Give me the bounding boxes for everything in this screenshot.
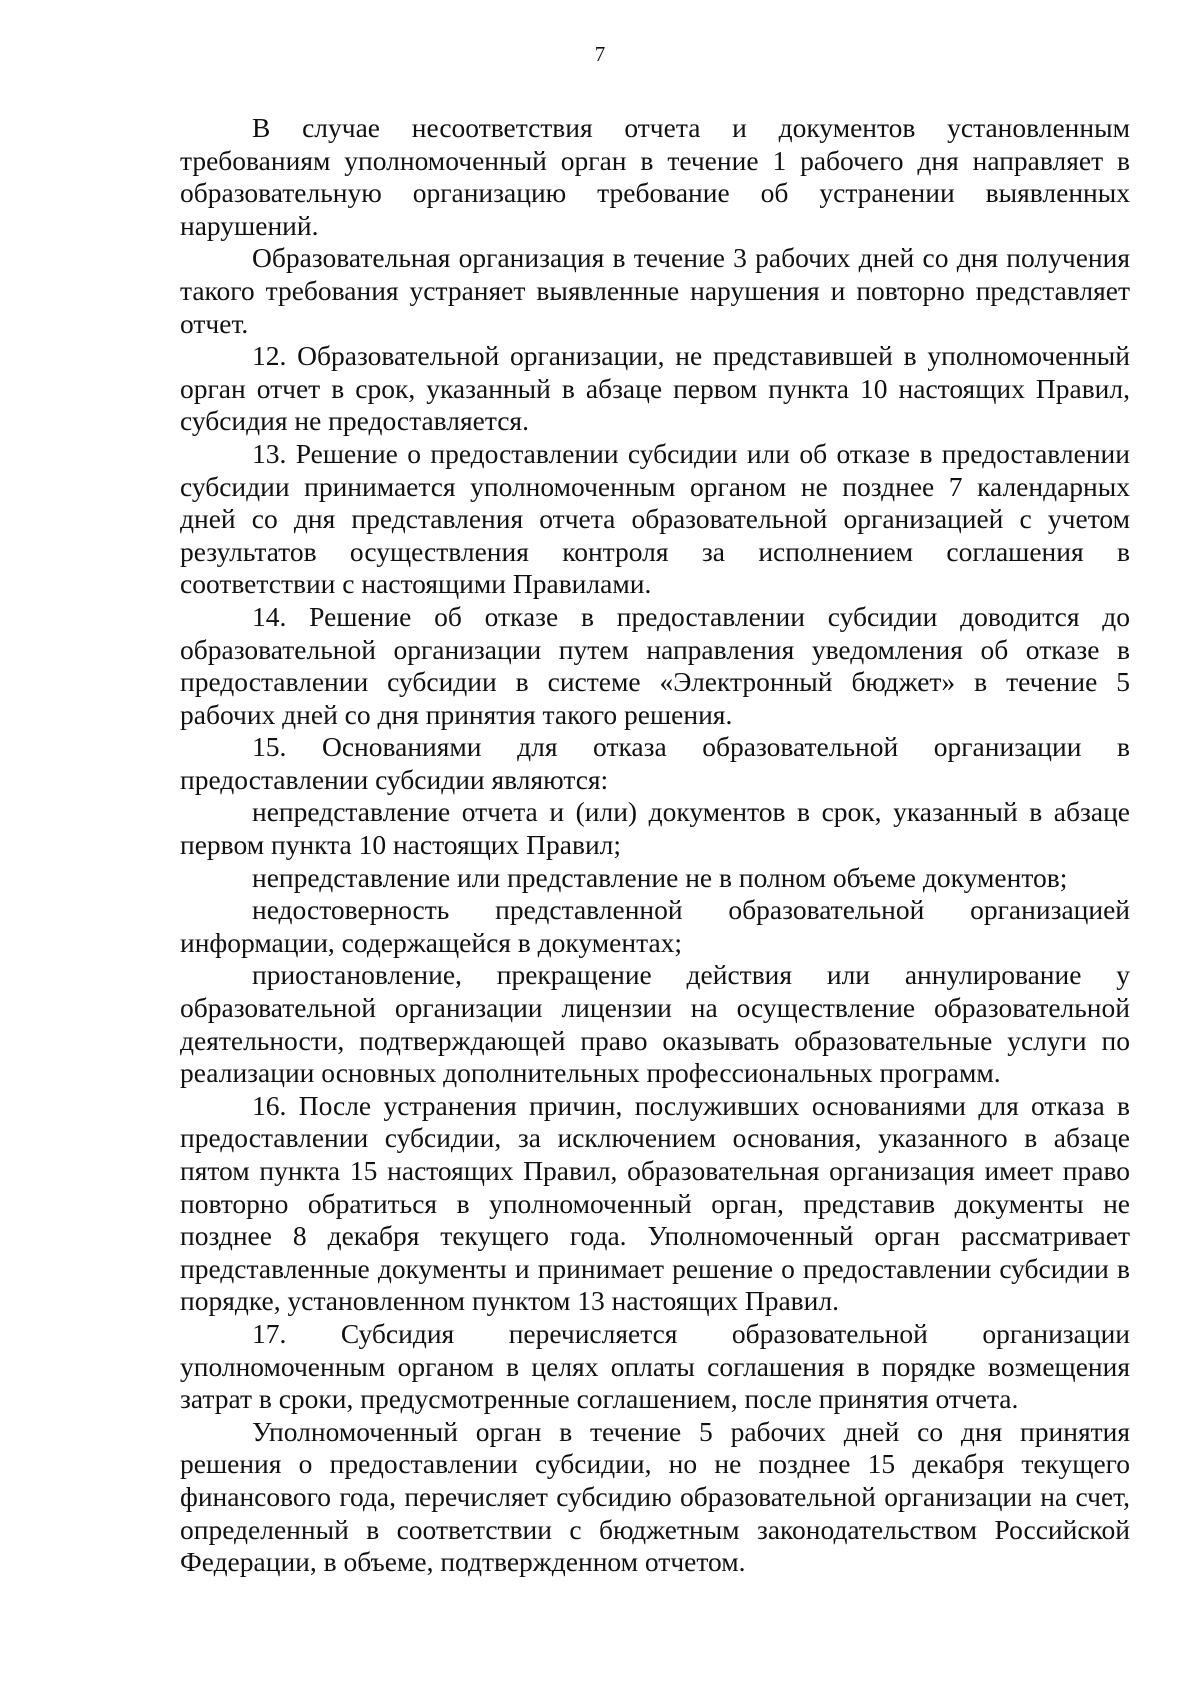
paragraph-item-12: 12. Образовательной организации, не представившей в уполномоченный орган отчет в срок, указанный в абзаце первом пункта 10 настоящих Правил, субсидия не предоставляется. bbox=[180, 340, 1130, 437]
paragraph-item-15: 15. Основаниями для отказа образовательной организации в предоставлении субсидии являются: bbox=[180, 731, 1130, 795]
paragraph: В случае несоответствия отчета и документов установленным требованиям уполномоченный орган в течение 1 рабочего дня направляет в образовательную организацию требование об устранении выявленных нарушений. bbox=[180, 112, 1130, 241]
list-item: недостоверность представленной образовательной организацией информации, содержащейся в документах; bbox=[180, 894, 1130, 958]
list-item: непредставление отчета и (или) документов в срок, указанный в абзаце первом пункта 10 настоящих Правил; bbox=[180, 796, 1130, 861]
list-item: непредставление или представление не в полном объеме документов; bbox=[252, 861, 1068, 893]
paragraph: Образовательная организация в течение 3 рабочих дней со дня получения такого требования устраняет выявленные нарушения и повторно представляет отчет. bbox=[180, 242, 1130, 339]
paragraph-item-14: 14. Решение об отказе в предоставлении субсидии доводится до образовательной организации путем направления уведомления об отказе в предоставлении субсидии в системе «Электронный бюджет» в течение 5 рабочих дней со дня принятия такого решения. bbox=[180, 600, 1130, 730]
paragraph: Уполномоченный орган в течение 5 рабочих дней со дня принятия решения о предоставлении субсидии, но не позднее 15 декабря текущего финансового года, перечисляет субсидию образовательной организации на счет, определенный в соответствии с бюджетным законодательством Российской Федерации, в объеме, подтвержденном отчетом. bbox=[180, 1415, 1130, 1578]
page-number: 7 bbox=[594, 42, 606, 66]
paragraph-item-16: 16. После устранения причин, послуживших основаниями для отказа в предоставлении субсидии, за исключением основания, указанного в абзаце пятом пункта 15 настоящих Правил, образовательная организация имеет право повторно обратиться в уполномоченный орган, представив документы не позднее 8 декабря текущего года. Уполномоченный орган рассматривает представленные документы и принимает решение о предоставлении субсидии в порядке, установленном пунктом 13 настоящих Правил. bbox=[180, 1089, 1130, 1317]
document-body bbox=[180, 112, 1130, 1579]
list-item: приостановление, прекращение действия или аннулирование у образовательной организации лицензии на осуществление образовательной деятельности, подтверждающей право оказывать образовательные услуги по реализации основных дополнительных профессиональных программ. bbox=[180, 959, 1130, 1089]
paragraph-item-17: 17. Субсидия перечисляется образовательной организации уполномоченным органом в целях оплаты соглашения в порядке возмещения затрат в сроки, предусмотренные соглашением, после принятия отчета. bbox=[180, 1317, 1130, 1415]
paragraph-item-13: 13. Решение о предоставлении субсидии или об отказе в предоставлении субсидии принимается уполномоченным органом не позднее 7 календарных дней со дня представления отчета образовательной организацией с учетом результатов осуществления контроля за исполнением соглашения в соответствии с настоящими Правилами. bbox=[180, 437, 1130, 600]
